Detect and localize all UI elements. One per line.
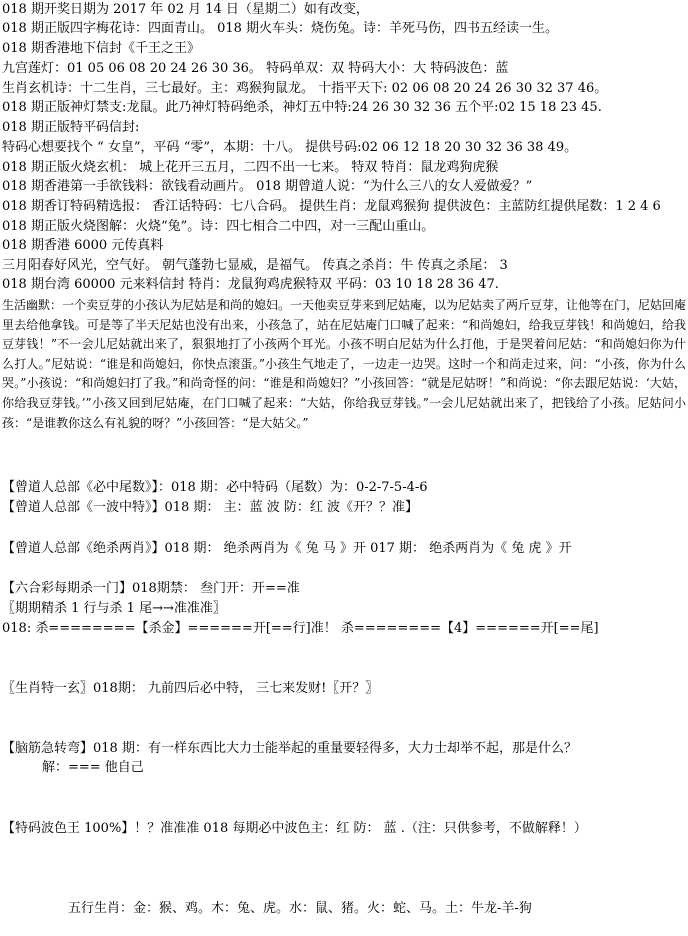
line-lamp-ban: 018 期正版神灯禁支:龙鼠。此乃神灯特码绝杀，神灯五中特:24 26 30 32 36 五个平:02 15 18 23 45. xyxy=(2,100,602,115)
row-riddle-answer: 解：=== 他自己 xyxy=(42,760,144,775)
line-hk-selection: 018 期香订特码精选报： 香江话特码：七八合码。 提供生肖：龙鼠鸡猴狗 提供波色：主蓝防红提供尾数：1 2 4 6 xyxy=(2,199,661,214)
line-zodiac-poem: 生肖玄机诗：十二生肖，三七最好。主：鸡猴狗鼠龙。 十指平天下: 02 06 08 20 24 26 30 32 37 46。 xyxy=(2,81,608,96)
row-five-zodiac-list: 五行生肖：金：猴、鸡。木：兔、虎。水：鼠、猪。火：蛇、马。土：牛龙-羊-狗 xyxy=(68,901,532,916)
row-one-wave: 【曾道人总部《一波中特》】018 期： 主：蓝 波 防：红 波《开？？准】 xyxy=(2,500,418,515)
line-heart-wish: 特码心想要找个 “ 女皇”，平码 “零”，本期：十八。 提供号码:02 06 12 18 20 30 32 36 38 49。 xyxy=(2,140,578,155)
row-tail-numbers: 【曾道人总部《必中尾数》】：018 期：必中特码（尾数）为：0-2-7-5-4-6 xyxy=(2,480,428,495)
line-draw-date: 018 期开奖日期为 2017 年 02 月 14 日（星期二）如有改变， xyxy=(2,2,369,17)
row-wave-king: 【特码波色王 100%】！？准准准 018 每期必中波色主：红 防： 蓝 .（注：只供参考，不做解释！） xyxy=(2,821,587,836)
line-fire-mystery: 018 期正版火烧玄机： 城上花开三五月，二四不出一七来。 特双 特肖：鼠龙鸡狗虎猴 xyxy=(2,160,499,175)
row-kill-metal-tail: 018: 杀========【杀金】======开[==行]准！ 杀========【4】======开[==尾] xyxy=(2,621,599,636)
line-taiwan-envelope: 018 期台湾 60000 元来料信封 特肖：龙鼠狗鸡虎猴特双 平码：03 10 18 28 36 47. xyxy=(2,277,499,292)
line-hk-fax-title: 018 期香港 6000 元传真料 xyxy=(2,238,164,253)
humor-story: 生活幽默：一个卖豆芽的小孩认为尼姑是和尚的媳妇。一天他卖豆芽来到尼姑庵，以为尼姑卖了两斤豆芽，让他等在门，尼姑回庵里去给他拿钱。可是等了半天尼姑也没有出来，小孩急了，站在尼姑庵门口喊了起来：“和尚媳妇，给我豆芽钱！和尚媳妇，给我豆芽钱！”不一会儿尼姑就出来了，狠狠地打了小孩两个耳光。小孩不明白尼姑为什么打他，于是哭着问尼姑：“和尚媳妇你为什么打人。”尼姑说：“谁是和尚媳妇，你快点滚蛋。”小孩生气地走了，一边走一边哭。这时一个和尚走过来，问：“小孩，你为什么哭。”小孩说：“和尚媳妇打了我。”和尚奇怪的问：“谁是和尚媳妇？”小孩回答：“就是尼姑呀！”和尚说：“你去跟尼姑说：‘大姑，你给我豆芽钱。’”小孩又回到尼姑庵，在门口喊了起来：“大姑，你给我豆芽钱。”一会儿尼姑就出来了，把钱给了小孩。尼姑问小孩：“是谁教你这么有礼貌的呀？”小孩回答：“是大姑父。” xyxy=(2,298,687,430)
row-kill-one-line: 〖期期精杀 1 行与杀 1 尾→→准准准〗 xyxy=(2,601,226,616)
line-special-envelope: 018 期正版特平码信封: xyxy=(2,120,140,135)
line-plum-poem: 018 期正版四字梅花诗：四面青山。 018 期火车头：烧伤兔。诗：羊死马伤，四书五经读一生。 xyxy=(2,21,559,36)
line-fire-diagram: 018 期正版火烧图解：火烧“兔”。诗：四七相合二中四，对一三配山重山。 xyxy=(2,219,435,234)
row-riddle: 【脑筋急转弯】018 期：有一样东西比大力士能举起的重量要轻得多，大力士却举不起，那是什么？ xyxy=(2,741,577,756)
line-spring-fax: 三月阳春好风光，空气好。 朝气蓬勃七显威，是福气。 传真之杀肖：牛 传真之杀尾： 3 xyxy=(2,258,508,273)
line-underground-envelope: 018 期香港地下信封《千王之王》 xyxy=(2,41,200,56)
row-zodiac-mystery: 〖生肖特一玄〗018期： 九前四后必中特， 三七来发财!〖开？〗 xyxy=(2,681,379,696)
row-kill-two-zodiac: 【曾道人总部《绝杀两肖》】018 期： 绝杀两肖为《 兔 马 》开 017 期： 绝杀两肖为《 兔 虎 》开 xyxy=(2,541,572,556)
line-hk-first-hand: 018 期香港第一手欲钱料：欲钱看动画片。 018 期曾道人说：“为什么三八的女人爱做爱？” xyxy=(2,179,533,194)
row-kill-one-gate: 【六合彩每期杀一门】018期禁： 叁门开：开==准 xyxy=(2,581,300,596)
line-nine-palace: 九宫莲灯：01 05 06 08 20 24 26 30 36。 特码单双：双 特码大小：大 特码波色：蓝 xyxy=(2,61,509,76)
